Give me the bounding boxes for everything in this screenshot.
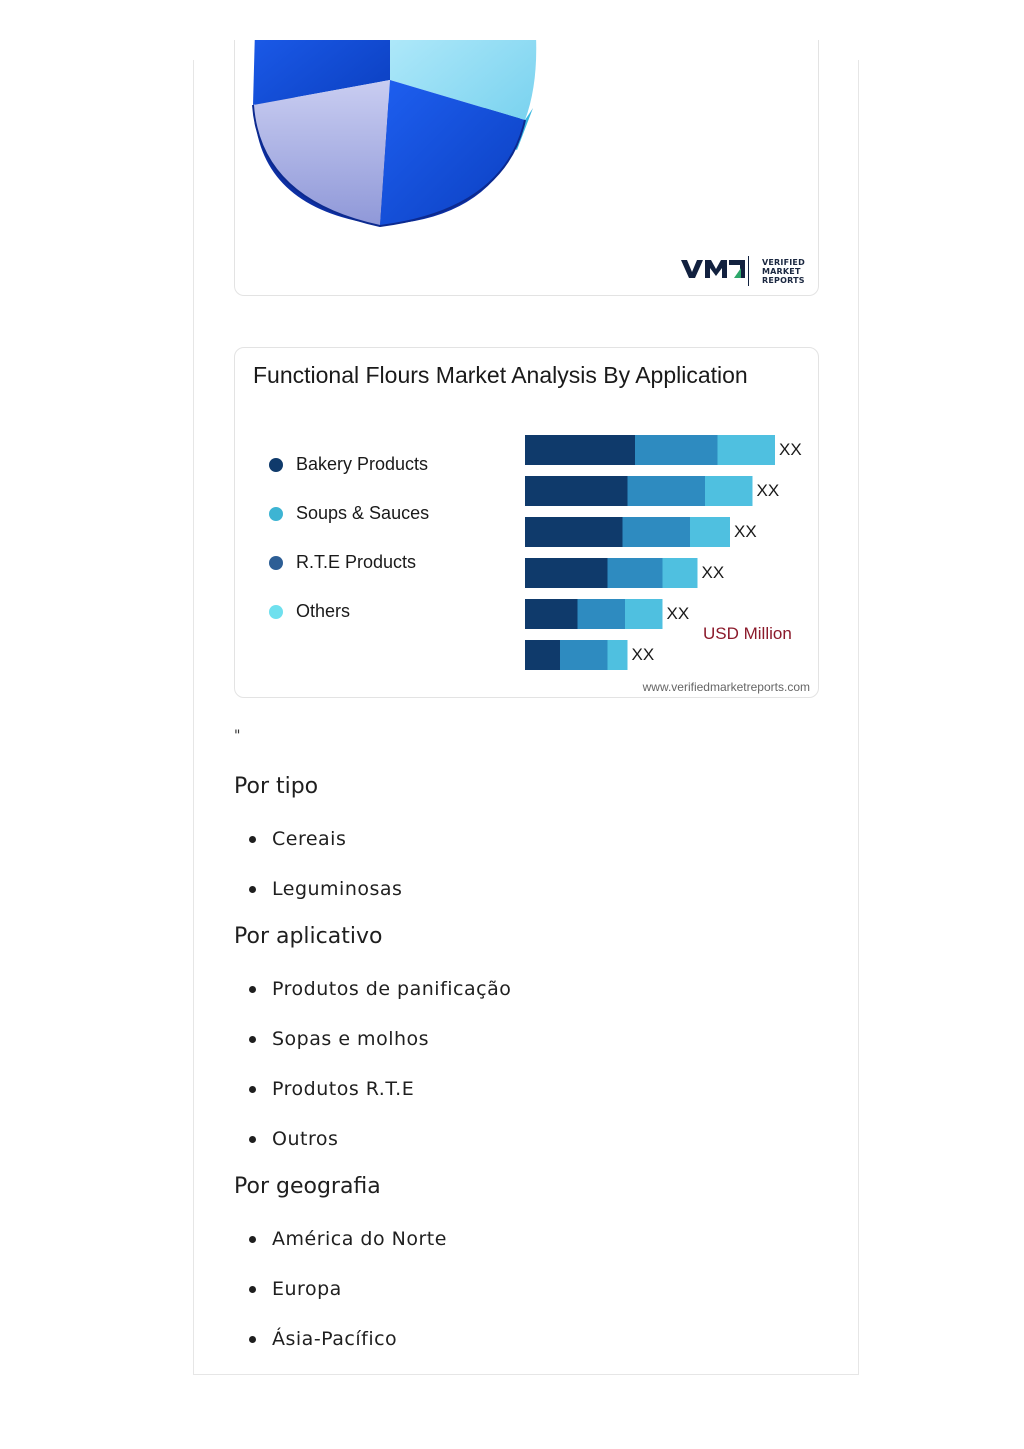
- list-item: [234, 1264, 834, 1314]
- list-item: [234, 1214, 834, 1264]
- section-heading: Por geografia: [234, 1174, 381, 1199]
- list-item-text: Cereais: [272, 828, 347, 850]
- unit-label: USD Million: [703, 624, 792, 643]
- section-por-aplicativo: [234, 924, 834, 1164]
- bullet-icon: [249, 836, 256, 843]
- logo-line: MARKET: [762, 267, 801, 276]
- logo-line: VERIFIED: [762, 258, 805, 267]
- list-item-text: Leguminosas: [272, 878, 403, 900]
- legend-label: Soups & Sauces: [296, 503, 430, 523]
- bar-segment: [525, 476, 628, 506]
- bar-value-label: XX: [666, 604, 690, 623]
- section-por-geografia: [234, 1174, 834, 1364]
- list-item: [234, 964, 834, 1014]
- bullet-icon: [249, 1036, 256, 1043]
- bar-segment: [705, 476, 753, 506]
- pie-slice-lavender: [253, 80, 390, 226]
- bar-value-label: XX: [734, 522, 757, 541]
- list-item: [234, 1014, 834, 1064]
- list-item-text: Produtos R.T.E: [272, 1078, 415, 1100]
- logo-line: REPORTS: [762, 276, 805, 285]
- bullet-icon: [249, 986, 256, 993]
- list-item-text: Sopas e molhos: [272, 1028, 430, 1050]
- bar-segment: [560, 640, 608, 670]
- bar-segment: [525, 558, 608, 588]
- bullet-icon: [249, 1336, 256, 1343]
- stray-quote-mark: ": [234, 728, 241, 744]
- legend-label: Bakery Products: [296, 454, 429, 474]
- list-item-text: América do Norte: [272, 1228, 447, 1250]
- section-heading: Por aplicativo: [234, 924, 383, 949]
- list-item: [234, 1064, 834, 1114]
- bar-value-label: XX: [631, 645, 655, 664]
- section-list: [234, 814, 834, 914]
- bar-segment: [663, 558, 698, 588]
- bar-chart-card: [234, 347, 819, 698]
- bar-segment: [635, 435, 718, 465]
- bar-segment: [525, 435, 635, 465]
- bar-segment: [578, 599, 626, 629]
- bar-segment: [690, 517, 730, 547]
- legend-label: R.T.E Products: [296, 552, 417, 572]
- list-item: [234, 864, 834, 914]
- chart-title: Functional Flours Market Analysis By Application: [253, 362, 748, 388]
- legend-label: Others: [296, 601, 351, 621]
- source-link[interactable]: www.verifiedmarketreports.com: [642, 680, 810, 694]
- bullet-icon: [249, 1286, 256, 1293]
- vmr-logo-text: [762, 258, 805, 285]
- bar-segment: [525, 640, 560, 670]
- bar-segment: [718, 435, 776, 465]
- bar-value-label: XX: [779, 440, 802, 459]
- section-list: [234, 964, 834, 1164]
- pie-chart-card: [234, 40, 819, 296]
- list-item: [234, 814, 834, 864]
- list-item-text: Outros: [272, 1128, 339, 1150]
- bar-segment: [525, 599, 578, 629]
- list-item-text: Europa: [272, 1278, 342, 1300]
- list-item: [234, 1114, 834, 1164]
- bullet-icon: [249, 1086, 256, 1093]
- bullet-icon: [249, 1236, 256, 1243]
- bullet-icon: [249, 886, 256, 893]
- vmr-logo-icon: [681, 254, 751, 288]
- bar-segment: [608, 558, 663, 588]
- bar-segment: [628, 476, 706, 506]
- bar-segment: [525, 517, 623, 547]
- bar-segment: [608, 640, 628, 670]
- section-list: [234, 1214, 834, 1364]
- section-por-tipo: [234, 774, 834, 914]
- bar-value-label: XX: [701, 563, 725, 582]
- bar-chart-plot: [235, 348, 820, 699]
- bar-segment: [623, 517, 691, 547]
- list-item-text: Produtos de panificação: [272, 978, 512, 1000]
- bullet-icon: [249, 1136, 256, 1143]
- list-item: [234, 1314, 834, 1364]
- section-heading: Por tipo: [234, 774, 319, 799]
- list-item-text: Ásia-Pacífico: [272, 1328, 398, 1350]
- bar-segment: [625, 599, 663, 629]
- bar-value-label: XX: [756, 481, 780, 500]
